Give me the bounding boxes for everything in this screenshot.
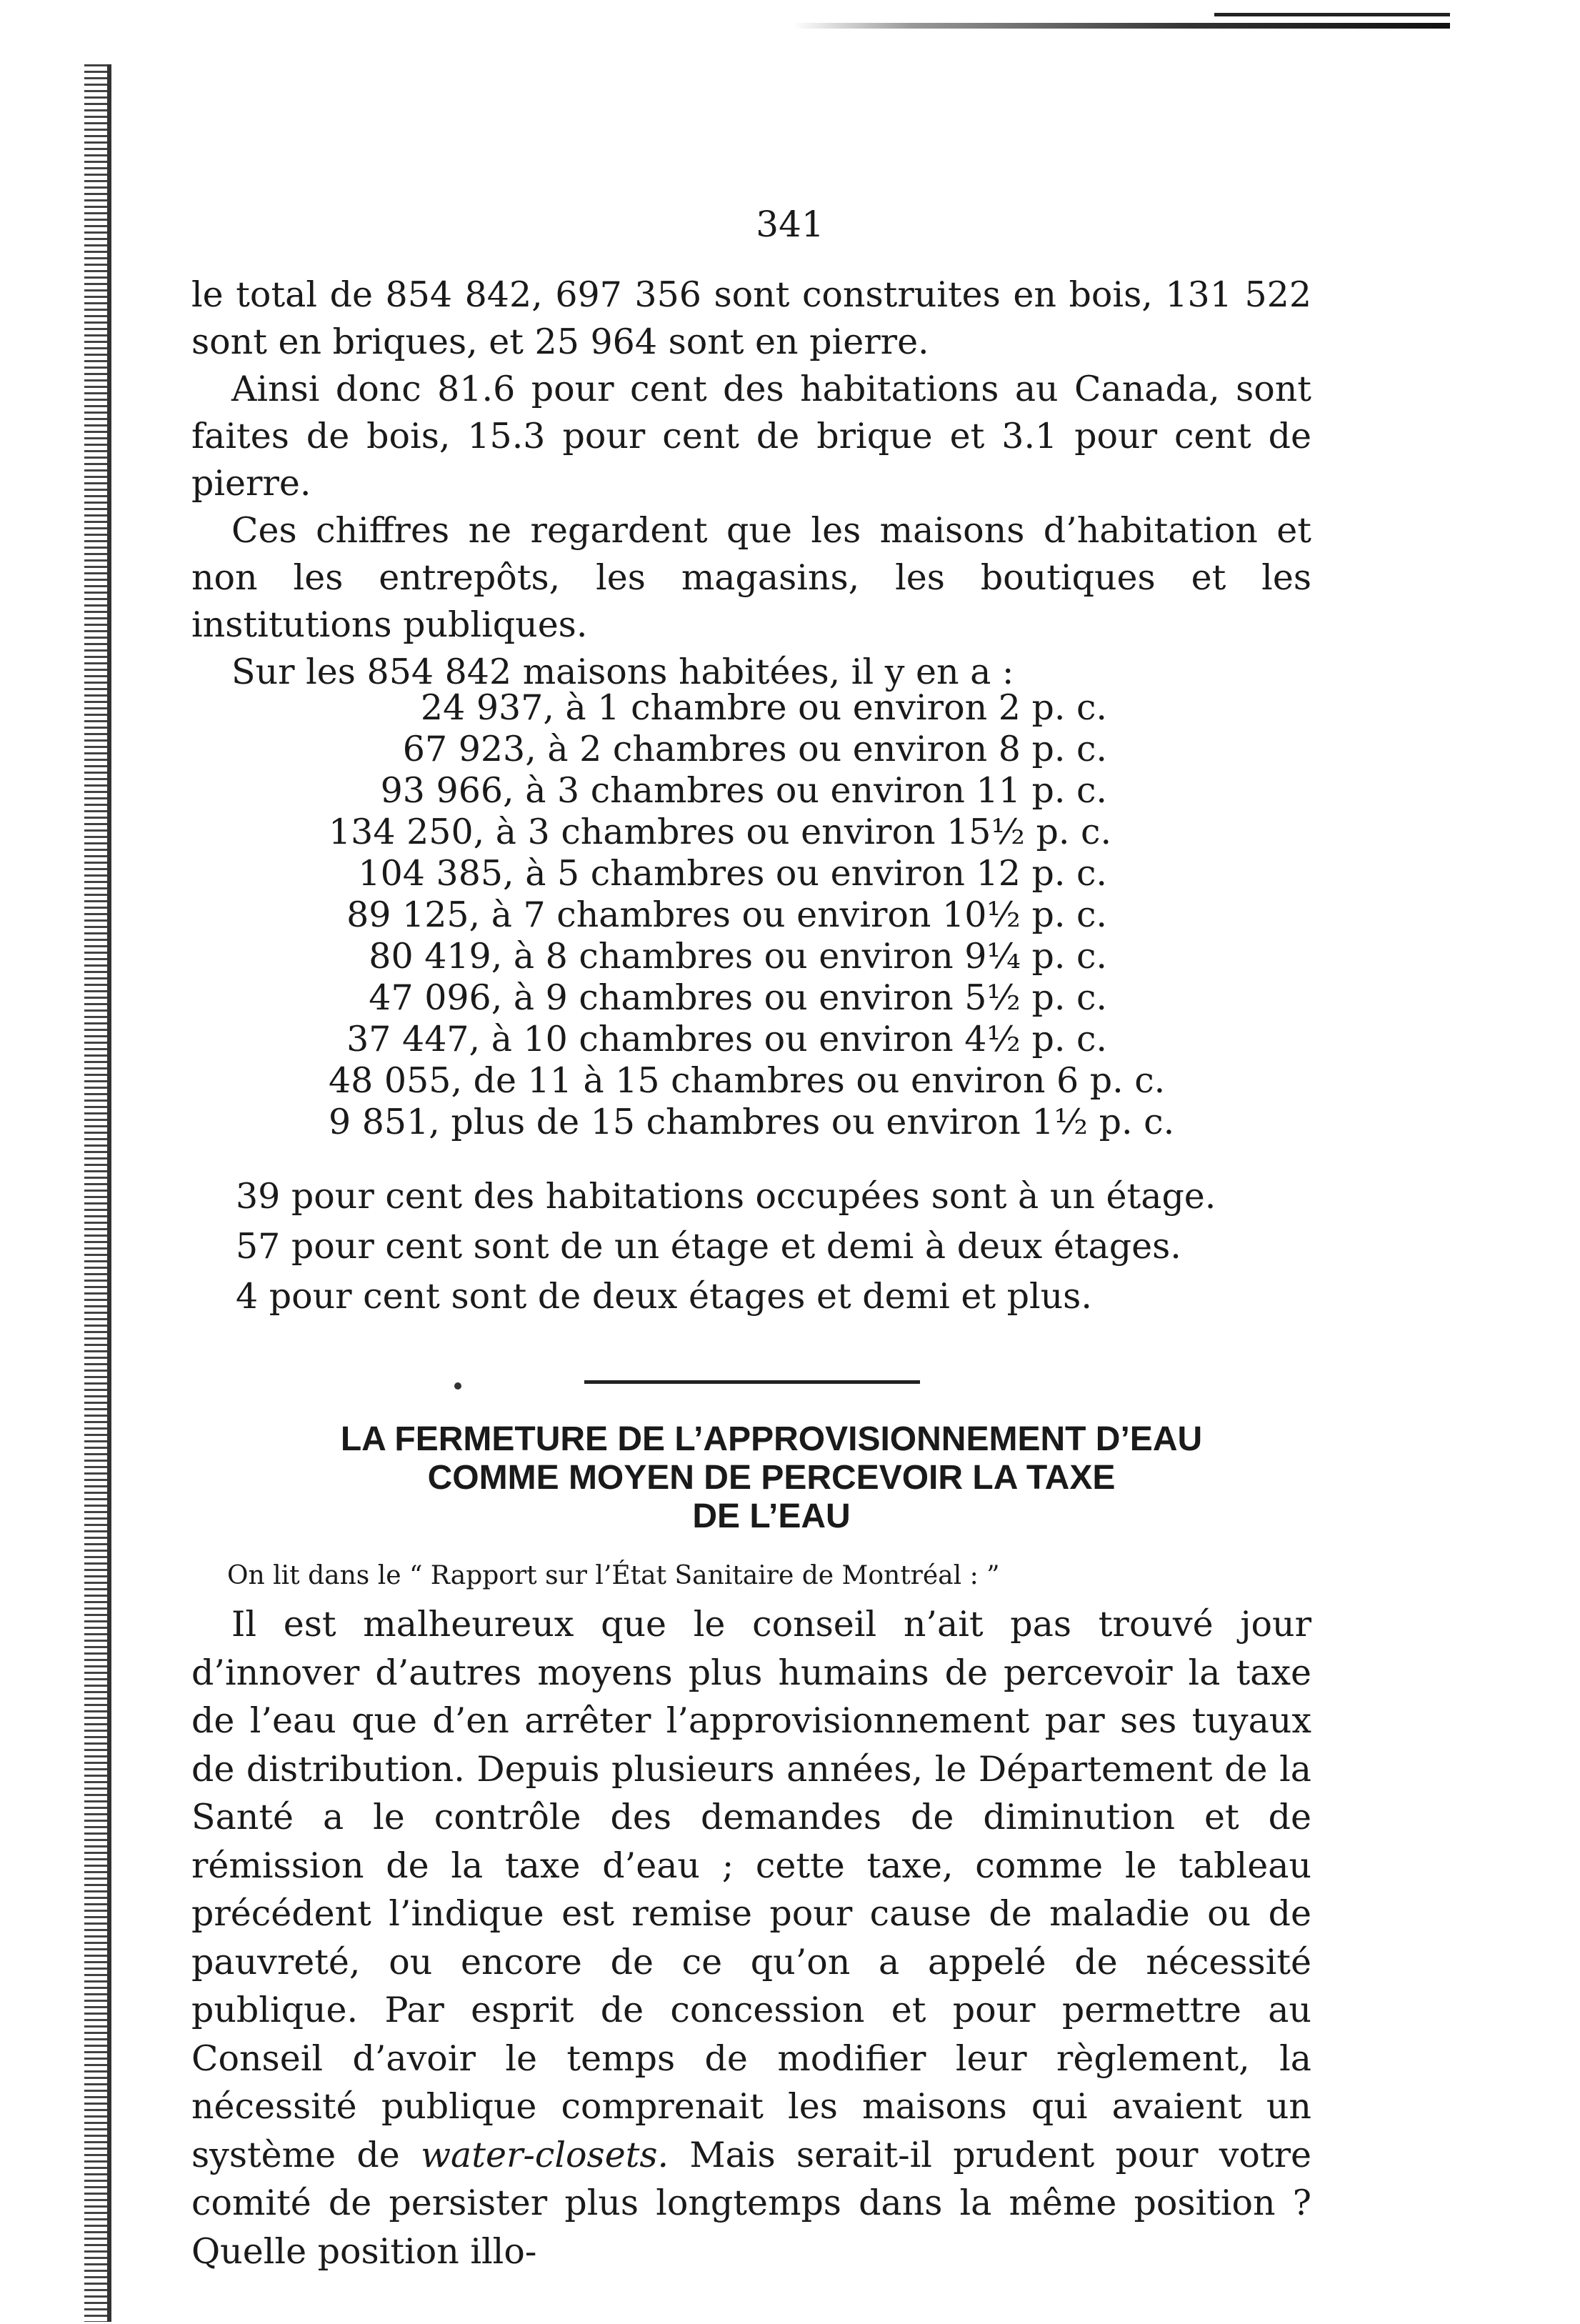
body-text-end: Mais serait-il prudent pour votre comité de persister plus longtemps dans la même position ? Quelle position illo- [191, 2134, 1311, 2272]
body-paragraph [191, 1600, 1311, 2275]
room-line: 47 096, à 9 chambres ou environ 5½ p. c. [369, 977, 1107, 1018]
intro-paragraph-1: le total de 854 842, 697 356 sont construites en bois, 131 522 sont en briques, et 25 964 sont en pierre. [191, 274, 1311, 362]
room-line: 48 055, de 11 à 15 chambres ou environ 6 p. c. [329, 1060, 1166, 1101]
rooms-list [329, 687, 1175, 1143]
binding-edge [107, 64, 111, 2322]
top-edge-rule-long [793, 23, 1450, 29]
section-body [191, 1600, 1311, 2275]
stats-line: 4 pour cent sont de deux étages et demi et plus. [236, 1276, 1092, 1317]
storey-stats [236, 1172, 1236, 1322]
stats-line: 39 pour cent des habitations occupées sont à un étage. [236, 1176, 1216, 1217]
section-heading [214, 1420, 1329, 1536]
binding-spine [84, 64, 110, 2322]
heading-line-3: DE L’EAU [692, 1497, 851, 1535]
intro-text [191, 271, 1311, 696]
stats-line: 57 pour cent sont de un étage et demi à deux étages. [236, 1226, 1181, 1267]
room-line: 37 447, à 10 chambres ou environ 4½ p. c. [346, 1019, 1107, 1059]
room-line: 24 937, à 1 chambre ou environ 2 p. c. [420, 687, 1107, 728]
body-text-main: Il est malheureux que le conseil n’ait pas trouvé jour d’innover d’autres moyens plus humains de percevoir la taxe de l’eau que d’en arrêter l’approvisionnement par ses tuyaux de distribution. Depuis plusieurs années, le Département de la Santé a le contrôle des demandes de diminution et de rémission de la taxe d’eau ; cette taxe, comme le tableau précédent l’indique est remise pour cause de maladie ou de pauvreté, ou encore de ce qu’on a appelé de nécessité publique. Par esprit de concession et pour permettre au Conseil d’avoir le temps de modifier leur règlement, la nécessité publique comprenait les maisons qui avaient un système de [191, 1604, 1311, 2175]
room-line: 89 125, à 7 chambres ou environ 10½ p. c. [346, 894, 1107, 935]
room-line: 9 851, plus de 15 chambres ou environ 1½ p. c. [329, 1102, 1175, 1142]
top-edge-rule [1214, 13, 1450, 16]
heading-line-1: LA FERMETURE DE L’APPROVISIONNEMENT D’EAU [340, 1420, 1203, 1458]
body-text-italic: water-closets. [421, 2134, 669, 2175]
intro-paragraph-4: Sur les 854 842 maisons habitées, il y en a : [231, 652, 1014, 692]
heading-line-2: COMME MOYEN DE PERCEVOIR LA TAXE [427, 1459, 1116, 1497]
stray-dot [454, 1382, 461, 1390]
room-line: 67 923, à 2 chambres ou environ 8 p. c. [402, 729, 1107, 769]
room-line: 93 966, à 3 chambres ou environ 11 p. c. [380, 770, 1107, 811]
room-line: 134 250, à 3 chambres ou environ 15½ p. c. [329, 812, 1112, 852]
intro-paragraph-3: Ces chiffres ne regardent que les maisons d’habitation et non les entrepôts, les magasins, les boutiques et les institutions publiques. [191, 510, 1311, 645]
section-divider [584, 1380, 920, 1384]
room-line: 104 385, à 5 chambres ou environ 12 p. c. [358, 853, 1107, 894]
intro-paragraph-2: Ainsi donc 81.6 pour cent des habitations au Canada, sont faites de bois, 15.3 pour cent de brique et 3.1 pour cent de pierre. [191, 369, 1311, 504]
source-citation: On lit dans le “ Rapport sur l’État Sanitaire de Montréal : ” [227, 1561, 1000, 1590]
page-number: 341 [756, 204, 824, 245]
room-line: 80 419, à 8 chambres ou environ 9¼ p. c. [369, 936, 1107, 977]
